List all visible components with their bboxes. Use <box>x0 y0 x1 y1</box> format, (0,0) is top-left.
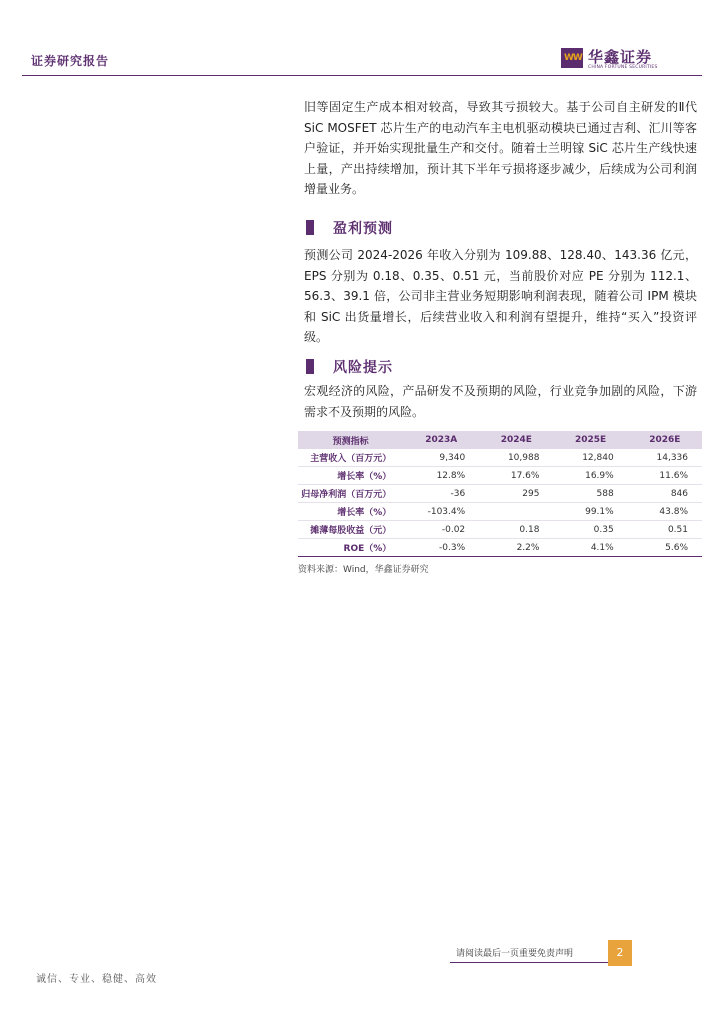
table-source-note: 资料来源：Wind，华鑫证券研究 <box>298 565 429 575</box>
table-cell: 588 <box>553 485 627 503</box>
table-cell: 12.8% <box>403 467 479 485</box>
table-header-row <box>298 431 702 449</box>
row-label: 归母净利润（百万元） <box>298 485 403 503</box>
table-cell: 846 <box>628 485 702 503</box>
table-cell: -0.3% <box>403 539 479 557</box>
table-row <box>298 503 702 521</box>
table-row <box>298 449 702 467</box>
row-label: 主营收入（百万元） <box>298 449 403 467</box>
row-label: ROE（%） <box>298 539 403 557</box>
table-cell: 295 <box>479 485 553 503</box>
table-cell: 10,988 <box>479 449 553 467</box>
logo-mark-icon: WW <box>561 48 583 68</box>
forecast-table <box>298 431 702 557</box>
table-cell: 0.18 <box>479 521 553 539</box>
table-cell: 99.1% <box>553 503 627 521</box>
report-type-label: 证券研究报告 <box>31 54 110 68</box>
table-cell: 12,840 <box>553 449 627 467</box>
table-row <box>298 485 702 503</box>
row-label: 增长率（%） <box>298 467 403 485</box>
table-cell: 5.6% <box>628 539 702 557</box>
company-logo <box>561 46 681 72</box>
table-cell: 14,336 <box>628 449 702 467</box>
risk-paragraph: 宏观经济的风险，产品研发不及预期的风险，行业竞争加剧的风险，下游需求不及预期的风险。 <box>304 384 697 419</box>
table-cell: 9,340 <box>403 449 479 467</box>
footer-slogan: 诚信、专业、稳健、高效 <box>36 974 157 985</box>
table-cell: 0.51 <box>628 521 702 539</box>
table-header-cell: 预测指标 <box>298 431 403 449</box>
section-title: 盈利预测 <box>333 221 393 237</box>
table-cell: 0.35 <box>553 521 627 539</box>
logo-chinese-name: 华鑫证券 <box>588 48 653 66</box>
table-cell: -103.4% <box>403 503 479 521</box>
table-cell: 17.6% <box>479 467 553 485</box>
page-number-badge: 2 <box>608 940 632 966</box>
table-cell: 16.9% <box>553 467 627 485</box>
row-label: 增长率（%） <box>298 503 403 521</box>
disclaimer-notice: 请阅读最后一页重要免责声明 <box>456 949 574 959</box>
table-cell: 4.1% <box>553 539 627 557</box>
table-cell: 2.2% <box>479 539 553 557</box>
header-divider <box>22 75 702 76</box>
row-label: 摊薄每股收益（元） <box>298 521 403 539</box>
table-header-cell: 2024E <box>479 431 553 449</box>
section-title: 风险提示 <box>333 360 393 376</box>
earnings-forecast-paragraph: 预测公司 2024-2026 年收入分别为 109.88、128.40、143.36 亿元，EPS 分别为 0.18、0.35、0.51 元，当前股价对应 PE 分别为 112.1、56.3、39.1 倍，公司非主营业务短期影响利润表现，随着公司 IPM 模块和 SiC 出货量增长，后续营业收入和利润有望提升，维持“买入”投资评级。 <box>304 248 697 345</box>
table-row <box>298 539 702 557</box>
table-row <box>298 521 702 539</box>
table-cell: -0.02 <box>403 521 479 539</box>
table-header-cell: 2023A <box>403 431 479 449</box>
table-row <box>298 467 702 485</box>
section-marker <box>306 220 314 235</box>
table-cell: 11.6% <box>628 467 702 485</box>
table-header-cell: 2025E <box>553 431 627 449</box>
section-marker <box>306 359 314 374</box>
table-header-cell: 2026E <box>628 431 702 449</box>
table-cell <box>479 503 553 521</box>
intro-paragraph: 旧等固定生产成本相对较高，导致其亏损较大。基于公司自主研发的Ⅱ代 SiC MOSFET 芯片生产的电动汽车主电机驱动模块已通过吉利、汇川等客户验证，并开始实现批量生产和交付。随着士兰明镓 SiC 芯片生产线快速上量，产出持续增加，预计其下半年亏损将逐步减少，后续成为公司利润增量业务。 <box>304 100 697 197</box>
logo-english-name: CHINA FORTUNE SECURITIES <box>588 65 658 70</box>
footer-divider <box>450 962 632 963</box>
table-cell: 43.8% <box>628 503 702 521</box>
table-cell: -36 <box>403 485 479 503</box>
